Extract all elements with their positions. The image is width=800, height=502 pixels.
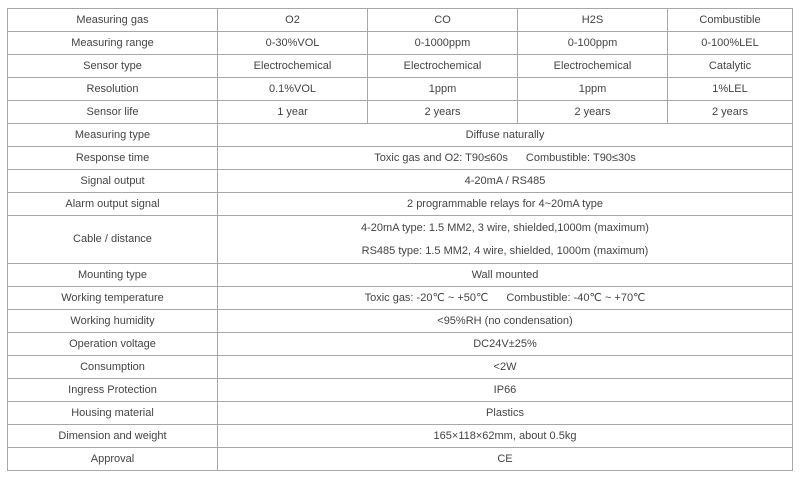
row-label: Sensor life — [8, 101, 218, 124]
row-label: Operation voltage — [8, 333, 218, 356]
table-row-sensor-life — [8, 101, 793, 124]
table-row-mounting-type — [8, 264, 793, 287]
table-cell: 0-100%LEL — [668, 32, 793, 55]
table-row-operation-voltage — [8, 333, 793, 356]
table-cell: 0-100ppm — [518, 32, 668, 55]
table-row-measuring-type — [8, 124, 793, 147]
temperature-combustible: Combustible: -40℃ ~ +70℃ — [506, 291, 646, 304]
table-cell: 4-20mA / RS485 — [218, 170, 793, 193]
table-cell: Diffuse naturally — [218, 124, 793, 147]
row-label: Measuring range — [8, 32, 218, 55]
table-cell: 165×118×62mm, about 0.5kg — [218, 425, 793, 448]
row-label: Dimension and weight — [8, 425, 218, 448]
table-cell: 1%LEL — [668, 78, 793, 101]
table-row-working-humidity — [8, 310, 793, 333]
row-label: Approval — [8, 448, 218, 471]
row-label: Measuring type — [8, 124, 218, 147]
table-row-measuring-range — [8, 32, 793, 55]
table-row-response-time — [8, 147, 793, 170]
row-label: Resolution — [8, 78, 218, 101]
table-row-signal-output — [8, 170, 793, 193]
table-cell: IP66 — [218, 379, 793, 402]
table-cell: Catalytic — [668, 55, 793, 78]
table-cell: 0-1000ppm — [368, 32, 518, 55]
table-cell — [218, 216, 793, 264]
gas-header-h2s: H2S — [518, 9, 668, 32]
gas-header-co: CO — [368, 9, 518, 32]
gas-header-combustible: Combustible — [668, 9, 793, 32]
row-label: Alarm output signal — [8, 193, 218, 216]
table-cell: 2 years — [668, 101, 793, 124]
table-row-dimension-weight — [8, 425, 793, 448]
table-cell — [218, 287, 793, 310]
table-row-consumption — [8, 356, 793, 379]
table-row-ingress-protection — [8, 379, 793, 402]
table-cell: Electrochemical — [518, 55, 668, 78]
row-label: Working humidity — [8, 310, 218, 333]
spec-table-container — [7, 8, 793, 471]
table-row-sensor-type — [8, 55, 793, 78]
table-cell: <95%RH (no condensation) — [218, 310, 793, 333]
table-row-housing-material — [8, 402, 793, 425]
table-row-approval — [8, 448, 793, 471]
table-row-working-temperature — [8, 287, 793, 310]
gas-header-o2: O2 — [218, 9, 368, 32]
table-cell — [218, 147, 793, 170]
table-row-resolution — [8, 78, 793, 101]
table-cell: DC24V±25% — [218, 333, 793, 356]
response-time-combustible: Combustible: T90≤30s — [525, 151, 636, 164]
row-label: Mounting type — [8, 264, 218, 287]
table-cell: CE — [218, 448, 793, 471]
table-cell: 1ppm — [518, 78, 668, 101]
table-cell: Plastics — [218, 402, 793, 425]
table-row-alarm-output — [8, 193, 793, 216]
table-cell: Electrochemical — [218, 55, 368, 78]
table-cell: Electrochemical — [368, 55, 518, 78]
table-row-measuring-gas — [8, 9, 793, 32]
table-cell: <2W — [218, 356, 793, 379]
temperature-toxic: Toxic gas: -20℃ ~ +50℃ — [364, 291, 489, 304]
table-cell: 2 years — [518, 101, 668, 124]
spec-table — [7, 8, 793, 471]
cable-line-rs485: RS485 type: 1.5 MM2, 4 wire, shielded, 1000m (maximum) — [361, 244, 649, 257]
row-label: Consumption — [8, 356, 218, 379]
table-cell: 1ppm — [368, 78, 518, 101]
cable-line-4-20ma: 4-20mA type: 1.5 MM2, 3 wire, shielded,1000m (maximum) — [361, 221, 649, 234]
table-cell: 2 programmable relays for 4~20mA type — [218, 193, 793, 216]
response-time-toxic: Toxic gas and O2: T90≤60s — [374, 151, 508, 164]
row-label: Ingress Protection — [8, 379, 218, 402]
table-cell: Wall mounted — [218, 264, 793, 287]
row-label: Sensor type — [8, 55, 218, 78]
table-row-cable-distance — [8, 216, 793, 264]
row-label: Cable / distance — [8, 216, 218, 264]
table-cell: 0.1%VOL — [218, 78, 368, 101]
table-cell: 0-30%VOL — [218, 32, 368, 55]
row-label: Housing material — [8, 402, 218, 425]
table-cell: 2 years — [368, 101, 518, 124]
table-cell: 1 year — [218, 101, 368, 124]
row-label: Response time — [8, 147, 218, 170]
row-label: Working temperature — [8, 287, 218, 310]
row-label: Measuring gas — [8, 9, 218, 32]
row-label: Signal output — [8, 170, 218, 193]
